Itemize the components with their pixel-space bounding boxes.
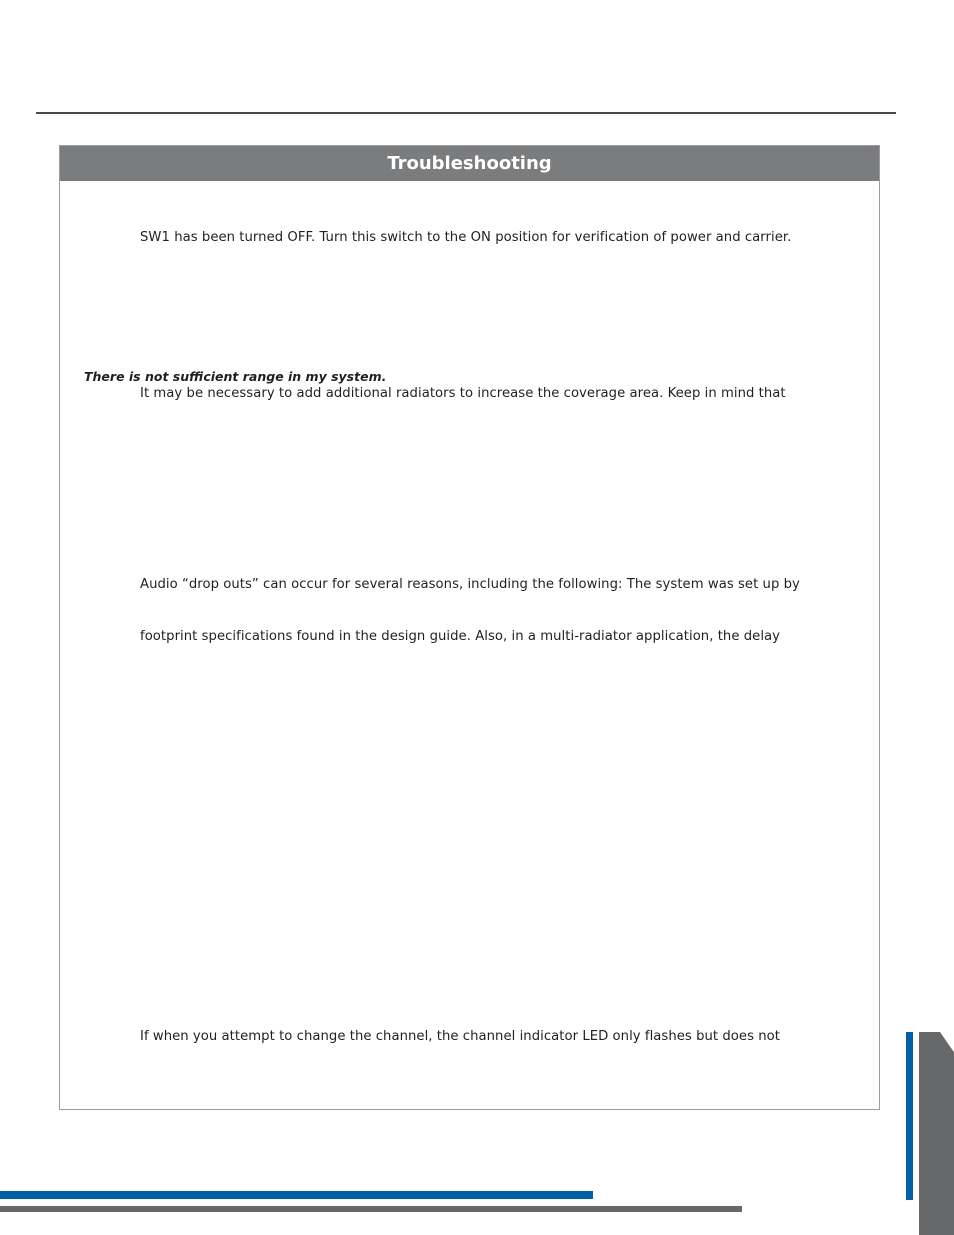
range-question: There is not sufficient range in my system. — [84, 369, 387, 384]
side-tab — [919, 1032, 954, 1235]
top-rule — [36, 112, 896, 114]
dropouts-line-1: Audio “drop outs” can occur for several reasons, including the following: The system was set up by — [140, 577, 800, 592]
sw1-answer: SW1 has been turned OFF. Turn this switch to the ON position for verification of power and carrier. — [140, 230, 792, 245]
footer-blue-bar — [0, 1191, 593, 1199]
section-title: Troubleshooting — [60, 146, 879, 181]
channel-answer: If when you attempt to change the channel, the channel indicator LED only flashes but does not — [140, 1029, 780, 1044]
range-answer: It may be necessary to add additional radiators to increase the coverage area. Keep in mind that — [140, 386, 786, 401]
troubleshooting-panel — [59, 145, 880, 1110]
dropouts-line-2: footprint specifications found in the design guide. Also, in a multi-radiator application, the delay — [140, 629, 781, 644]
footer-gray-bar — [0, 1206, 742, 1212]
side-accent-blue — [906, 1032, 913, 1200]
